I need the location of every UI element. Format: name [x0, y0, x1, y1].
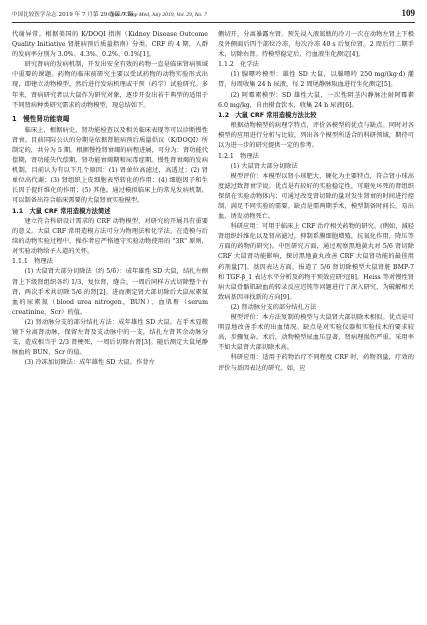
journal-title-cn: 中国比较医学杂志 2019 年 7 月第 29 卷第 7 期 [12, 12, 134, 18]
page-number: 109 [401, 8, 415, 18]
paragraph: 科研应用：可用于临床上 CRF 治疗相关药物的研究。(例如，減轻肾组织纤维化以及肾高滤过，抑制系膜细胞增殖，抗氧化作用，降压等方面的药物的研究)。中医研究方面，通过观察黑地黄丸对 5/6 肾切除 CRF 大鼠肾功能影响，探讨黑地黄丸改善 CRF 大鼠肾功能的最佳用药剂量[7]。基因表达方面，报道了 5/6 肾切除模型大鼠肾脏 BMP-7 和 TGF-β_1 表达水平分析及药物干预效应研究[8]。Heiss 等对慢性肾病大鼠骨骼肌缺血的转录反应迟钝等问题进行了深入研究，为破解相关致病基因寻找新的方向[9]。 [218, 223, 414, 301]
paragraph: 建立符合科研设计需求的 CRF 动物模型，对研究的开展具有重要的意义。大鼠 CRF 常用造模方法可分为物理法和化学法。在造模与后续的动物实验过程中，操作者应严格遵守实验动物使用的 "3R" 原则，对实验动物给予人道的关怀。 [12, 218, 208, 256]
subsection-heading: 1.1 大鼠 CRF 常用造模方法简述 [12, 207, 111, 215]
paragraph: 侧切开，分离暴露左肾。预先浸入液氮瓶的冷刀一次在动物左肾上下极及外侧面后四个部位冷冻，每次冷冻 40 s 后复位肾。2 周后行二期手术，切除右肾。待模型稳定后，行血液生化测定[4]。 [218, 31, 414, 59]
paragraph: (3) 冷冻加切除法：成年雄性 SD 大鼠。作背左 [24, 359, 155, 367]
running-header [12, 8, 415, 23]
right-column [218, 30, 414, 374]
paragraph: 代谢异常。根据美国的 K/DOQI 指南（Kidney Disease Outcome Quality Initiative 肾脏病预后质量指南）分类，CRF 的 4 期，人群的发病率分别为 3.0%、4.3%、0.2%、0.1%[1]。 [12, 31, 208, 59]
paragraph: (2) 肾动脉分支的部分结扎方法 [230, 303, 317, 311]
journal-title-en: Chin J Comp Med, July 2019, Vol. 29, No. 7 [108, 12, 207, 18]
paragraph: (2) 肾动脉分支的部分结扎方法：成年雄性 SD 大鼠。在手术显微镜下分离肾动脉，保留左肾及支动脉中的一支，结扎左肾其余动脉分支，造成相当于 2/3 肾梗死，一周后切除右肾[3]。随后测定大鼠尾静脉血的 BUN、Scr 的值。 [12, 318, 208, 357]
paragraph: 模型评价：本方法复制的模型与大鼠肾大部切除术相似。优点是可明显地改善手术的出血情况。缺点是对实验仪器和实验技术的要求较高，步骤复杂。术后，动物模型尿血压显著，肾病理损伤严重。采用率不如大鼠肾大部切除术高。 [218, 314, 414, 352]
paragraph: 根据动物模型的病理学特点，评价各模型的优点与缺点。同时对各模型的应用进行分析与比较，列出各个模型所适合的科研领域，期待可以为进一步的研究提供一定的参考。 [218, 122, 414, 150]
left-column [12, 30, 208, 368]
paragraph: (1) 大鼠肾大部分切除法（约 5/6）：成年雄性 SD 大鼠，结扎左侧肾上下级肾组织各约 1/3，复位肾，缝合。一周后同样方式切除整个右肾，两次手术共切除 5/6 的肾[2]。进而测定肾大部切除后大鼠尿素氮血的尿素氮（blood urea nitrogen，BUN）、血肌酐（serum creatinine，Scr）的值。 [12, 268, 208, 316]
subsubsection-heading: 1.2.1 物理法 [218, 152, 259, 160]
paragraph: 科研应用：适用于药物治疗不同程度 CRF 时，药物剂量，疗效的评价与基因表达的研究。如，应 [218, 354, 414, 372]
paragraph: (1) 大鼠肾大部分切除法 [230, 162, 298, 170]
paragraph: 研究肾病的发病机制，开发出安全有效的药物一直是临床肾病领域中重要的课题。药物的临床前研究主要以受试药物的动物实验形式出现，即建立动物模型，然后进行发病机理或干预（药学）试验研究。多年来，肾病研究者以大鼠作为研究对象，逐步开发出若干典型的适用于不同肾病种类研究需求的动物模型，现总结如下。 [12, 61, 208, 109]
paragraph: 临床上，根据病史，肾功能检查以及相关临床表现等可以诊断慢性肾衰。目前国际公认的分期是依据肾脏病预后质量倡议（K/DOQI）所制定的，共分为 5 期。根据慢性肾衰竭的病程进展，可分为：肾功能代偿期，肾功能失代偿期，肾功能衰竭期和尿毒症期。慢性肾衰竭的发病机制，目前认为有以下几个原因：(1) 肾单位高滤过，高透过；(2) 肾单位高代谢；(3) 肾组织上皮细胞表型转化的作用；(4) 细胞因子和生长因子促纤维化的作用；(5) 其他。通过模拟临床上的常见发病机制，可以制备出符合临床需要的大鼠肾衰实验模型。 [12, 126, 208, 205]
subsection-heading: 1.2 大鼠 CRF 常用造模方法比较 [218, 111, 317, 119]
section-heading: 1 慢性肾功能衰竭 [12, 114, 70, 123]
paragraph: (2) 阿霉素模型：SD 雄性大鼠，一次性阴茎内静脉注射阿霉素 6.0 mg/kg，自由摄食饮水，收集 24 h 尿液[6]。 [218, 91, 414, 109]
subsubsection-heading: 1.1.2 化学法 [218, 61, 259, 69]
subsubsection-heading: 1.1.1 物理法 [12, 258, 53, 266]
paragraph: 模型评价：本模型以肾小球肥大，硬化为主要特点，符合肾小球高度滤过致肾衰学说。优点是有较好的实验稳定性，可避免坏死的肾组织保留在实验动物体内；可通过改变肾切除的量对发生肾衰的时间进行控制，满足不同实验的需要。缺点是需两期手术，模型制备时间长，易出血，诱发动物死亡。 [218, 172, 414, 221]
paragraph: (1) 腺嘌呤模型：雄性 SD 大鼠，以腺嘌呤 250 mg/(kg·d) 灌胃，每周收集 24 h 尿液，每 2 周尾静脉取血进行生化测定[5]。 [218, 71, 414, 89]
